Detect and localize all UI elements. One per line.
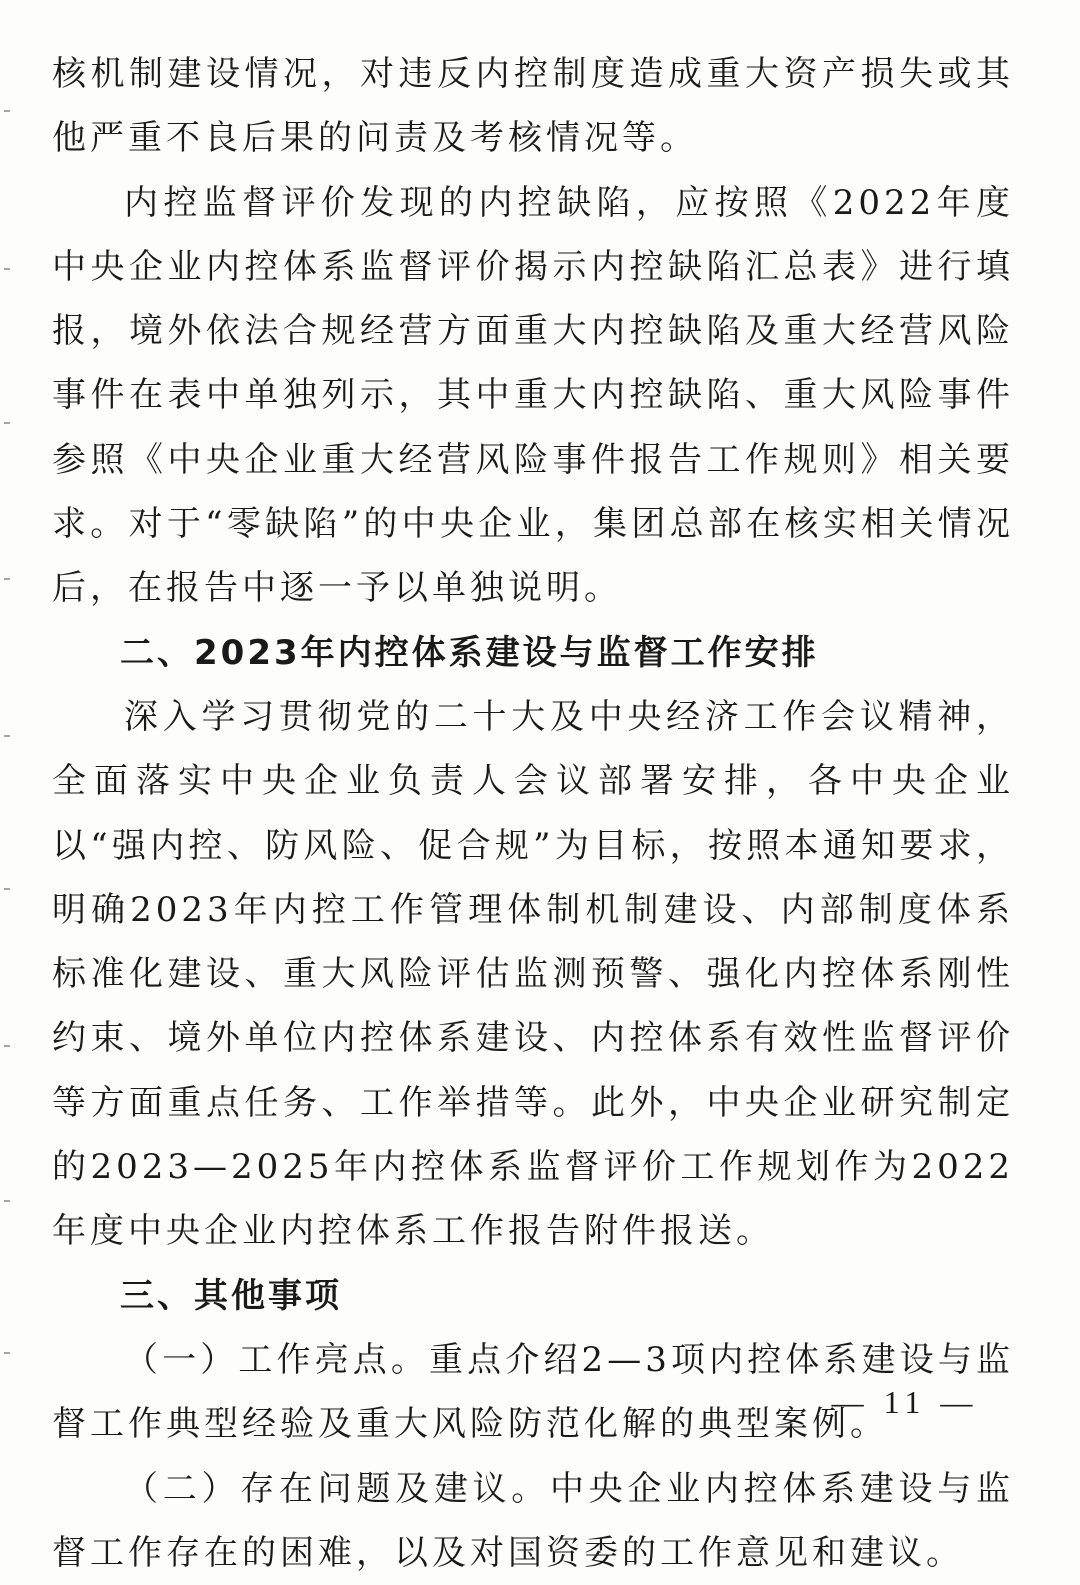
margin-mark [4, 268, 10, 270]
paragraph-accountability: 核机制建设情况，对违反内控制度造成重大资产损失或其他严重不良后果的问责及考核情况等。 [52, 54, 1014, 159]
paragraph-issues-suggestions: （二）存在问题及建议。中央企业内控体系建设与监督工作存在的困难，以及对国资委的工作意见和建议。 [52, 1468, 1014, 1573]
margin-mark [4, 578, 10, 580]
margin-mark [4, 110, 10, 112]
margin-mark [4, 1352, 10, 1354]
page-number: — 11 — [831, 1384, 979, 1420]
paragraph-highlights: （一）工作亮点。重点介绍2—3项内控体系建设与监督工作典型经验及重大风险防范化解的典型案例。 [52, 1339, 1014, 1445]
section-heading-2023-plan: 二、2023年内控体系建设与监督工作安排 [120, 632, 819, 673]
margin-mark [4, 735, 10, 737]
document-body [52, 42, 1014, 1585]
margin-mark [4, 888, 10, 890]
margin-mark [4, 1200, 10, 1202]
paragraph-2023-plan: 深入学习贯彻党的二十大及中央经济工作会议精神，全面落实中央企业负责人会议部署安排，各中央企业以“强内控、防风险、促合规”为目标，按照本通知要求，明确2023年内控工作管理体制机制建设、内部制度体系标准化建设、重大风险评估监测预警、强化内控体系刚性约束、境外单位内控体系建设、内控体系有效性监督评价等方面重点任务、工作举措等。此外，中央企业研究制定的2023—2025年内控体系监督评价工作规划作为2022年度中央企业内控体系工作报告附件报送。 [52, 696, 1014, 1252]
binding-margin-marks [0, 0, 20, 1454]
margin-mark [4, 1045, 10, 1047]
section-heading-other-matters: 三、其他事项 [120, 1275, 342, 1316]
margin-mark [4, 422, 10, 424]
paragraph-defect-reporting: 内控监督评价发现的内控缺陷，应按照《2022年度中央企业内控体系监督评价揭示内控缺陷汇总表》进行填报，境外依法合规经营方面重大内控缺陷及重大经营风险事件在表中单独列示，其中重大内控缺陷、重大风险事件参照《中央企业重大经营风险事件报告工作规则》相关要求。对于“零缺陷”的中央企业，集团总部在核实相关情况后，在报告中逐一予以单独说明。 [52, 182, 1014, 609]
